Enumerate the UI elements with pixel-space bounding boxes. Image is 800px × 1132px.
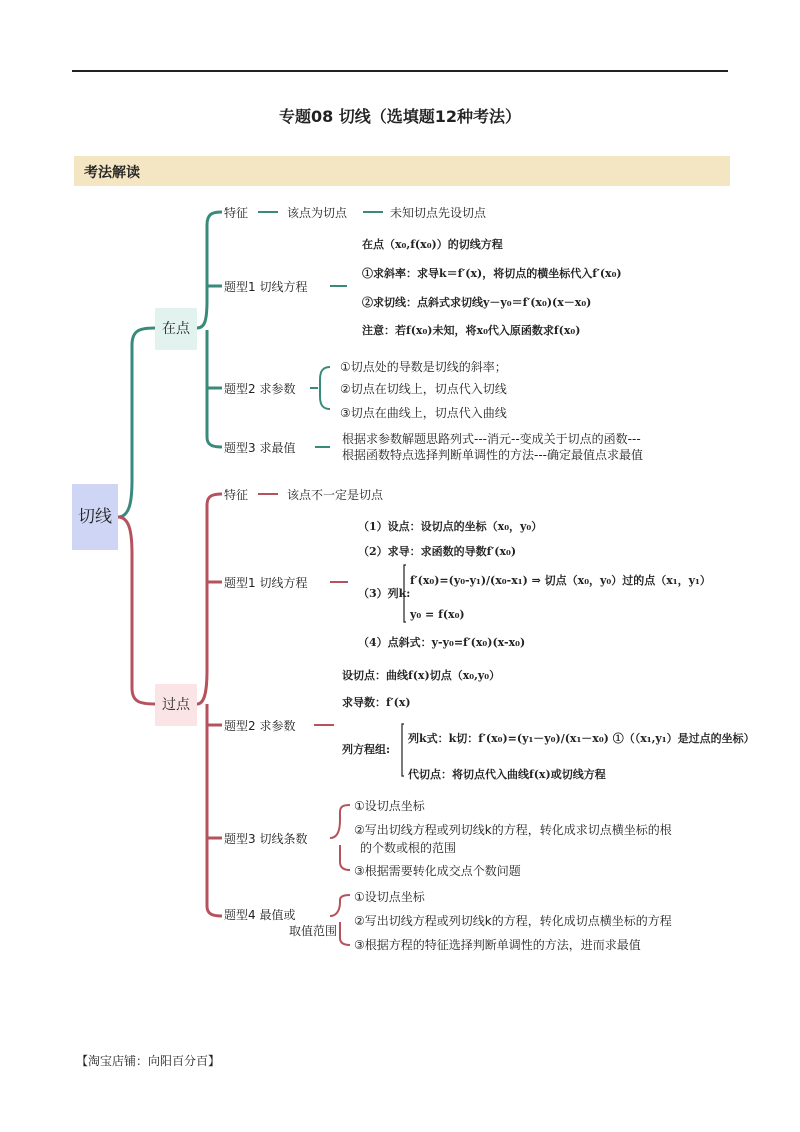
zai-type1-line: 在点（x₀,f(x₀)）的切线方程	[362, 238, 503, 251]
guo-type2-l1: 设切点：曲线f(x)切点（x₀,y₀）	[342, 669, 501, 682]
footer-shop-note: 【淘宝店铺：向阳百分百】	[76, 1054, 221, 1068]
guo-type3-line: ②写出切线方程或列切线k的方程，转化成求切点横坐标的根	[354, 823, 672, 837]
guo-type2-prefix: 列方程组:	[342, 743, 391, 756]
section-title: 考法解读	[84, 165, 140, 181]
zai-type2-line: ③切点在曲线上，切点代入曲线	[340, 406, 507, 420]
zai-type1-label: 题型1 切线方程	[224, 280, 308, 294]
branch-guo-dian: 过点	[155, 684, 197, 726]
zai-type1-line: 注意：若f(x₀)未知，将x₀代入原函数求f(x₀)	[362, 324, 581, 337]
guo-type4-line: ③根据方程的特征选择判断单调性的方法，进而求最值	[354, 938, 641, 952]
guo-type2-b: 代切点：将切点代入曲线f(x)或切线方程	[408, 768, 606, 781]
guo-type2-l2: 求导数：f′(x)	[342, 696, 411, 709]
guo-type1-step3-b: y₀ = f(x₀)	[410, 608, 465, 621]
guo-type1-step4: （4）点斜式：y-y₀=f′(x₀)(x-x₀)	[358, 636, 526, 649]
guo-type3-line: ③根据需要转化成交点个数问题	[354, 864, 521, 878]
guo-type1-step3-prefix: （3）列k:	[358, 587, 411, 600]
guo-type4-label: 题型4 最值或	[224, 908, 296, 922]
guo-type1-step1: （1）设点：设切点的坐标（x₀，y₀）	[358, 520, 543, 533]
root-node: 切线	[72, 484, 118, 550]
guo-type4-line: ②写出切线方程或列切线k的方程，转化成切点横坐标的方程	[354, 914, 672, 928]
zai-feature-label: 特征	[224, 206, 249, 220]
guo-type4-line: ①设切点坐标	[354, 890, 425, 904]
zai-type2-line: ①切点处的导数是切线的斜率；	[340, 360, 507, 374]
zai-type1-line: ①求斜率：求导k＝f′(x)，将切点的横坐标代入f′(x₀)	[362, 267, 622, 280]
guo-type1-label: 题型1 切线方程	[224, 576, 308, 590]
guo-feature-label: 特征	[224, 488, 249, 502]
guo-type1-step2: （2）求导：求函数的导数f′(x₀)	[358, 545, 517, 558]
guo-type3-line: 的个数或根的范围	[360, 841, 457, 855]
guo-feature-a: 该点不一定是切点	[287, 488, 384, 502]
guo-type1-step3-a: f′(x₀)=(y₀-y₁)/(x₀-x₁) ⇒ 切点（x₀，y₀）过的点（x₁，y₁）	[410, 574, 711, 587]
zai-type3-line: 根据求参数解题思路列式---消元--变成关于切点的函数---	[342, 432, 641, 446]
guo-type3-line: ①设切点坐标	[354, 799, 425, 813]
guo-type4-label-2: 取值范围	[289, 924, 338, 938]
zai-feature-a: 该点为切点	[287, 206, 348, 220]
page-title: 专题08 切线（选填题12种考法）	[278, 107, 522, 126]
zai-feature-b: 未知切点先设切点	[390, 206, 487, 220]
zai-type2-label: 题型2 求参数	[224, 382, 296, 396]
guo-type3-label: 题型3 切线条数	[224, 832, 308, 846]
guo-type2-label: 题型2 求参数	[224, 719, 296, 733]
zai-type2-line: ②切点在切线上，切点代入切线	[340, 382, 507, 396]
zai-type3-line: 根据函数特点选择判断单调性的方法---确定最值点求最值	[342, 448, 643, 462]
branch-zai-dian: 在点	[155, 308, 197, 350]
guo-type2-a: 列k式：k切：f′(x₀)=(y₁－y₀)/(x₁－x₀) ①（（x₁,y₁）是过点的坐标）	[408, 732, 755, 745]
zai-type3-label: 题型3 求最值	[224, 441, 296, 455]
zai-type1-line: ②求切线：点斜式求切线y－y₀＝f′(x₀)(x－x₀)	[362, 296, 592, 309]
